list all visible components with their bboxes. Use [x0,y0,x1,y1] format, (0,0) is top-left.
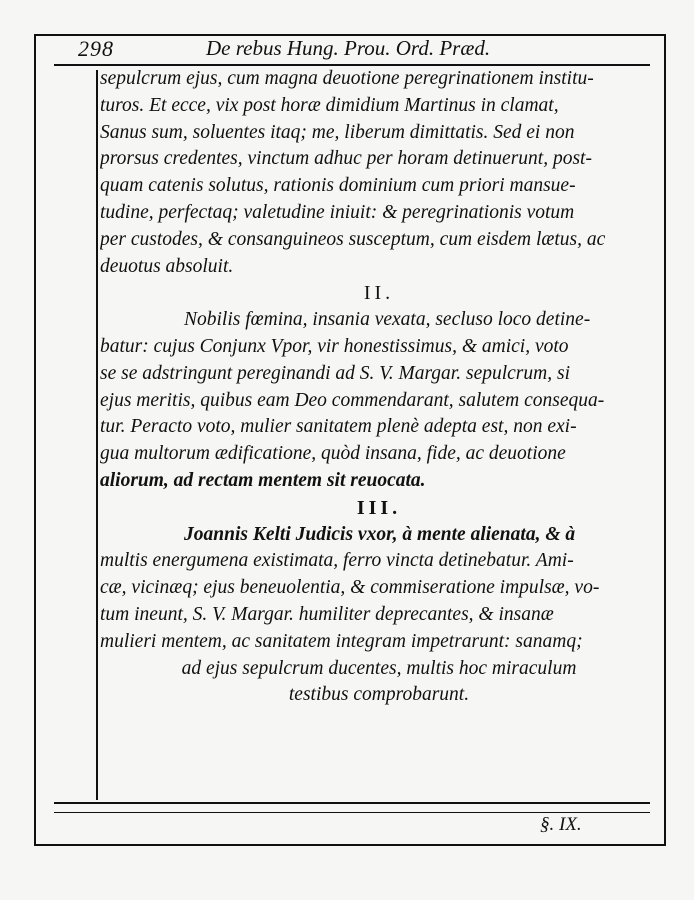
body-text [100,66,658,709]
paragraph-3 [100,522,658,710]
text-line: tudine, perfectaq; valetudine iniuit: & peregrinationis votum [100,201,575,223]
text-line: sepulcrum ejus, cum magna deuotione peregrinationem institu- [100,68,594,89]
text-line: ejus meritis, quibus eam Deo commendarant, salutem consequa- [100,389,605,411]
text-line: prorsus credentes, vinctum adhuc per horam detinuerunt, post- [100,148,592,170]
text-line: Nobilis fœmina, insania vexata, secluso loco detine- [184,309,591,331]
text-line: tum ineunt, S. V. Margar. humiliter deprecantes, & insanæ [100,603,554,625]
text-line: Joannis Kelti Judicis vxor, à mente alienata, & à [184,523,576,545]
text-line: tur. Peracto voto, mulier sanitatem plenè adepta est, non exi- [100,416,577,438]
text-line: per custodes, & consanguineos susceptum, cum eisdem lætus, ac [100,228,606,250]
inner-margin-rule [96,70,98,800]
running-head: De rebus Hung. Prou. Ord. Præd. [206,36,491,60]
catchword: §. IX. [540,814,582,835]
footer-rule [54,802,650,804]
text-line: aliorum, ad rectam mentem sit reuocata. [100,469,426,491]
paragraph-1 [100,66,658,280]
text-line: se se adstringunt pereginandi ad S. V. Margar. sepulcrum, si [100,362,570,384]
text-line: testibus comprobarunt. [288,684,470,706]
text-line: cæ, vicinæq; ejus beneuolentia, & commiseratione impulsæ, vo- [100,577,600,599]
section-number-2: II. [363,282,395,305]
text-line: batur: cujus Conjunx Vpor, vir honestissimus, & amici, voto [100,335,569,357]
page-header [36,36,660,66]
text-line: turos. Et ecce, vix post horæ dimidium Martinus in clamat, [100,94,559,116]
text-line: multis energumena existimata, ferro vincta detinebatur. Ami- [100,550,574,572]
text-line: ad ejus sepulcrum ducentes, multis hoc miraculum [181,657,577,679]
text-line: Sanus sum, soluentes itaq; me, liberum dimittatis. Sed ei non [100,121,575,143]
page-number: 298 [78,36,114,61]
section-number-3: III. [356,496,402,519]
text-line: deuotus absoluit. [100,255,234,277]
text-line: gua multorum ædificatione, quòd insana, fide, ac deuotione [100,443,566,465]
footer-rule-thin [54,812,650,813]
text-line: quam catenis solutus, rationis dominium cum priori mansue- [100,175,576,197]
text-line: mulieri mentem, ac sanitatem integram impetrarunt: sanamq; [100,630,583,652]
paragraph-2 [100,307,658,495]
